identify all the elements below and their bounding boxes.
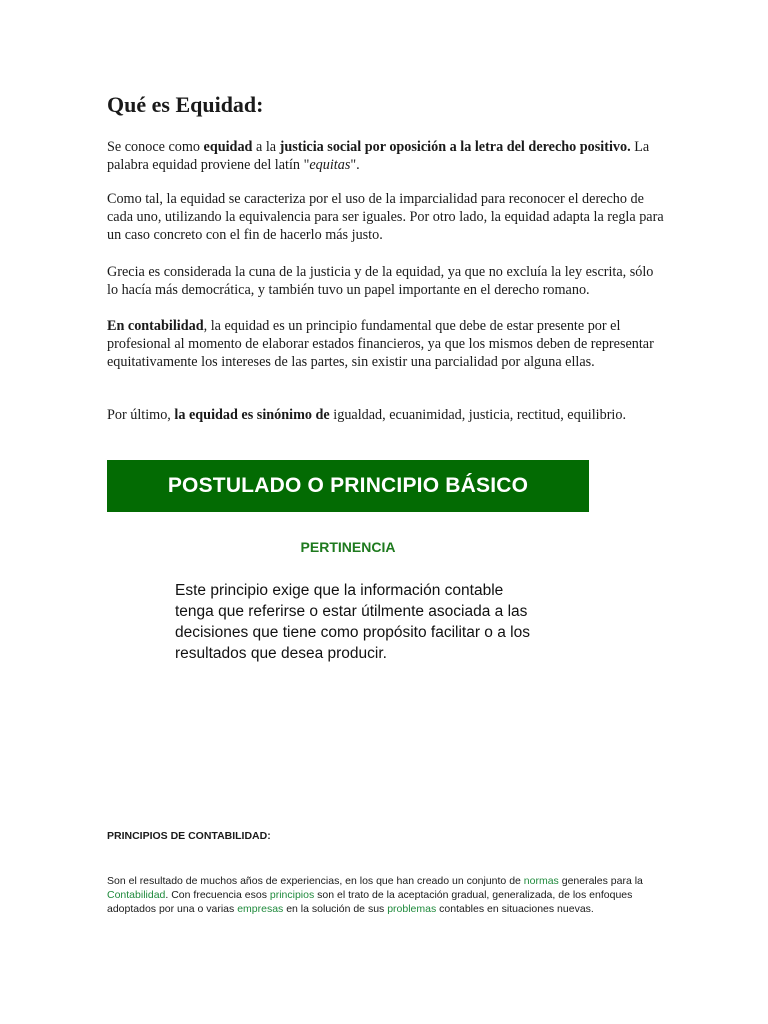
link-contabilidad[interactable]: Contabilidad: [107, 889, 166, 901]
paragraph-definition: [107, 138, 667, 174]
text-run: generales para la: [558, 875, 643, 887]
text-run: La palabra equidad proviene del latín ": [107, 139, 650, 173]
principle-banner: [107, 460, 589, 512]
paragraph-greece: Grecia es considerada la cuna de la justicia y de la equidad, ya que no excluía la ley escrita, sólo lo hacía más democrática, y también tuvo un papel importante en el derecho romano.: [107, 264, 654, 298]
link-empresas[interactable]: empresas: [237, 903, 284, 915]
bold-phrase: la equidad es sinónimo de: [174, 407, 330, 423]
section-paragraph: [107, 874, 667, 916]
page-title: Qué es Equidad:: [107, 92, 264, 117]
principle-description: Este principio exige que la información contable tenga que referirse o estar útilmente asociada a las decisiones que tiene como propósito facilitar o a los resultados que desea producir.: [175, 582, 530, 662]
paragraph-accounting: [107, 317, 667, 371]
text-run: , la equidad es un principio fundamental que debe de estar presente por el profesional al momento de elaborar estados financieros, ya que los mismos deben de representar equitativamente los intereses de las partes, sin existir una parcialidad por alguna ellas.: [107, 318, 654, 370]
text-run: . Con frecuencia esos: [165, 889, 270, 901]
text-run: igualdad, ecuanimidad, justicia, rectitud, equilibrio.: [329, 407, 627, 423]
text-run: Se conoce como: [107, 139, 204, 155]
link-normas[interactable]: normas: [523, 875, 559, 887]
text-run: contables en situaciones nuevas.: [436, 903, 594, 915]
link-principios[interactable]: principios: [269, 889, 315, 901]
text-run: ".: [350, 157, 360, 173]
text-run: son el trato de la aceptación gradual, generalizada, de los enfoques adoptados por una o varias: [107, 889, 633, 915]
link-problemas[interactable]: problemas: [387, 903, 437, 915]
section-heading: PRINCIPIOS DE CONTABILIDAD:: [107, 830, 271, 842]
bold-phrase: justicia social por oposición a la letra del derecho positivo.: [279, 139, 631, 155]
bold-term: En contabilidad: [107, 318, 204, 334]
text-run: en la solución de sus: [283, 903, 388, 915]
principle-subtitle: PERTINENCIA: [300, 539, 396, 555]
paragraph-characteristics: Como tal, la equidad se caracteriza por el uso de la imparcialidad para reconocer el derecho de cada uno, utilizando la equivalencia para ser iguales. Por otro lado, la equidad adapta la regla para un caso concreto con el fin de hacerlo más justo.: [107, 191, 664, 243]
italic-term: equitas: [309, 157, 351, 173]
text-run: a la: [252, 139, 280, 155]
text-run: Por último,: [107, 407, 175, 423]
paragraph-synonyms: [107, 406, 667, 424]
banner-title: POSTULADO O PRINCIPIO BÁSICO: [167, 474, 529, 497]
bold-term: equidad: [203, 139, 253, 155]
text-run: Son el resultado de muchos años de experiencias, en los que han creado un conjunto de: [107, 875, 524, 887]
